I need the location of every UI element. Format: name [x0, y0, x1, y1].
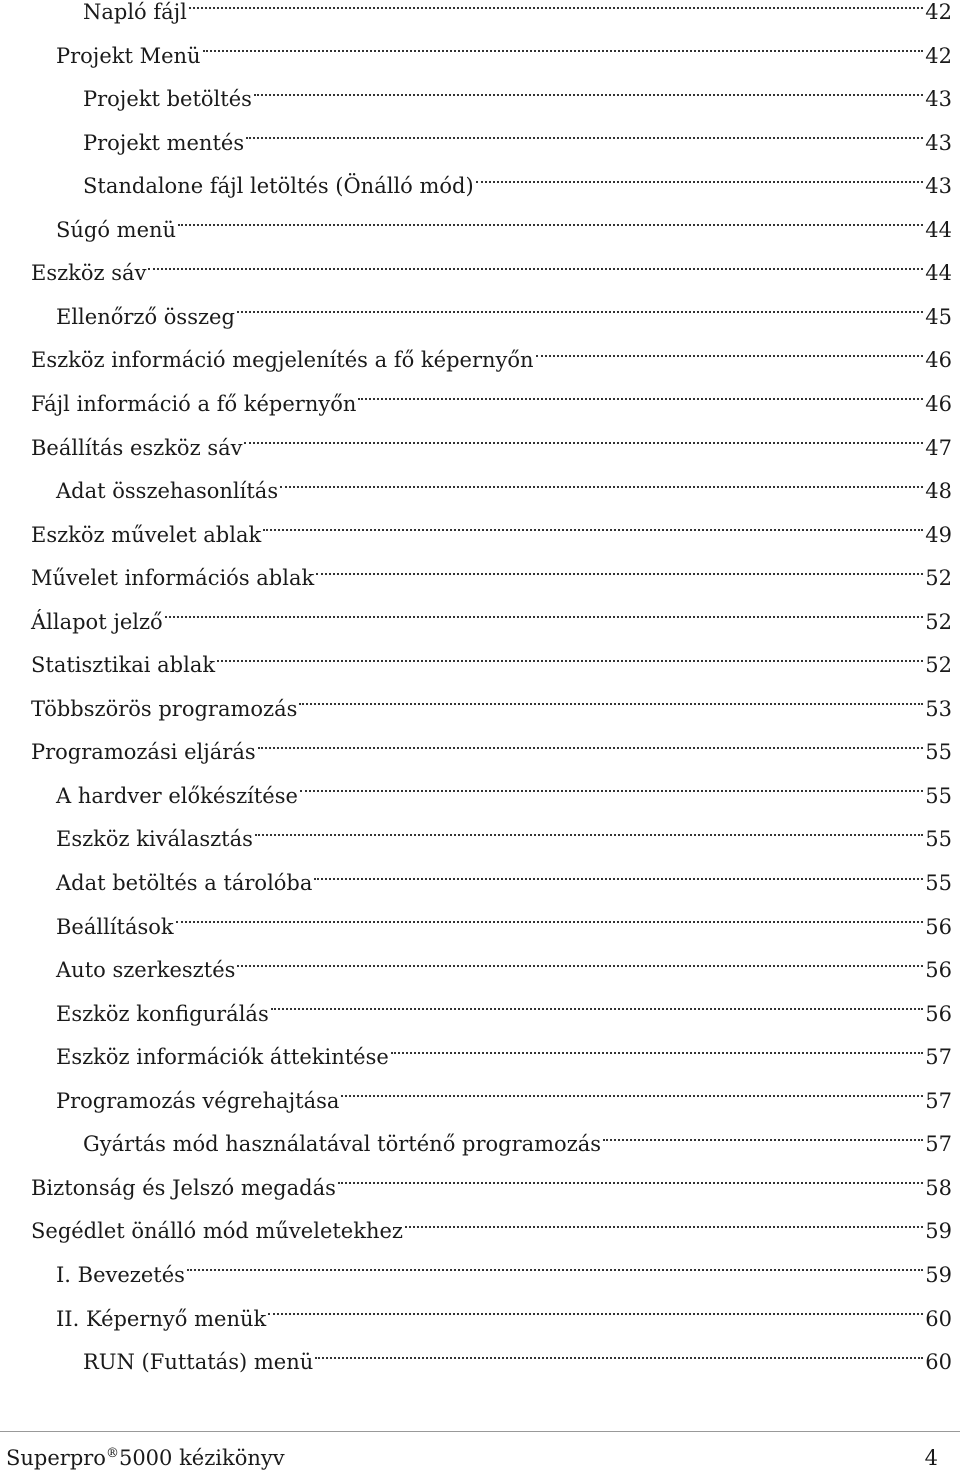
- toc-entry[interactable]: [83, 121, 952, 165]
- toc-entry-title: Beállítás eszköz sáv: [31, 435, 243, 460]
- toc-entry-title: Segédlet önálló mód műveletekhez: [31, 1219, 403, 1244]
- toc-dot-leader: [176, 920, 924, 923]
- footer-page-number: 4: [924, 1446, 938, 1470]
- toc-entry-title: Eszköz információ megjelenítés a fő képernyőn: [31, 348, 534, 373]
- toc-entry-page-number: 57: [925, 1132, 952, 1157]
- toc-entry-page-number: 49: [925, 522, 952, 547]
- toc-dot-leader: [315, 1356, 923, 1359]
- toc-entry-page-number: 59: [925, 1262, 952, 1287]
- toc-dot-leader: [254, 93, 923, 96]
- toc-dot-leader: [165, 615, 924, 618]
- toc-entry-page-number: 46: [925, 391, 952, 416]
- toc-entry[interactable]: [31, 513, 952, 557]
- toc-entry-title: Eszköz információk áttekintése: [56, 1045, 389, 1070]
- toc-entry-page-number: 56: [925, 914, 952, 939]
- toc-entry[interactable]: [31, 730, 952, 774]
- toc-dot-leader: [189, 6, 923, 9]
- toc-entry-page-number: 44: [925, 261, 952, 286]
- toc-dot-leader: [258, 746, 924, 749]
- toc-entry[interactable]: [56, 817, 952, 861]
- toc-entry[interactable]: [83, 1122, 952, 1166]
- toc-entry-page-number: 52: [925, 653, 952, 678]
- toc-entry-title: RUN (Futtatás) menü: [83, 1350, 314, 1375]
- toc-entry-title: Standalone fájl letöltés (Önálló mód): [83, 174, 474, 199]
- toc-entry-title: Beállítások: [56, 914, 174, 939]
- toc-entry[interactable]: [31, 426, 952, 470]
- toc-entry-title: Projekt mentés: [83, 130, 245, 155]
- toc-entry-title: Biztonság és Jelszó megadás: [31, 1175, 336, 1200]
- toc-entry[interactable]: [83, 0, 952, 34]
- toc-dot-leader: [255, 833, 923, 836]
- toc-entry-title: Statisztikai ablak: [31, 653, 216, 678]
- toc-dot-leader: [187, 1268, 923, 1271]
- toc-dot-leader: [280, 485, 923, 488]
- toc-entry-title: Ellenőrző összeg: [56, 304, 235, 329]
- toc-dot-leader: [405, 1225, 923, 1228]
- toc-entry-page-number: 53: [925, 696, 952, 721]
- toc-entry-page-number: 48: [925, 479, 952, 504]
- toc-entry[interactable]: [56, 208, 952, 252]
- toc-entry[interactable]: [56, 1253, 952, 1297]
- toc-entry-page-number: 43: [925, 130, 952, 155]
- toc-entry-page-number: 55: [925, 740, 952, 765]
- toc-dot-leader: [476, 180, 924, 183]
- toc-entry-title: Napló fájl: [83, 0, 187, 24]
- toc-dot-leader: [299, 702, 923, 705]
- toc-entry[interactable]: [83, 164, 952, 208]
- toc-entry-page-number: 42: [925, 43, 952, 68]
- toc-dot-leader: [271, 1007, 924, 1010]
- toc-dot-leader: [536, 354, 924, 357]
- toc-entry[interactable]: [31, 251, 952, 295]
- toc-entry[interactable]: [31, 338, 952, 382]
- toc-entry-page-number: 58: [925, 1175, 952, 1200]
- toc-entry-title: Eszköz konfigurálás: [56, 1001, 269, 1026]
- toc-entry-title: Auto szerkesztés: [56, 958, 236, 983]
- toc-entry-title: Többszörös programozás: [31, 696, 298, 721]
- toc-entry-page-number: 55: [925, 827, 952, 852]
- toc-dot-leader: [603, 1138, 923, 1141]
- footer-model-doc: 5000 kézikönyv: [118, 1446, 285, 1470]
- toc-dot-leader: [358, 397, 923, 400]
- toc-entry[interactable]: [31, 600, 952, 644]
- toc-entry[interactable]: [56, 948, 952, 992]
- toc-entry-page-number: 57: [925, 1088, 952, 1113]
- toc-entry-page-number: 52: [925, 609, 952, 634]
- toc-entry-page-number: 47: [925, 435, 952, 460]
- toc-dot-leader: [246, 136, 923, 139]
- toc-dot-leader: [338, 1181, 923, 1184]
- toc-dot-leader: [391, 1051, 923, 1054]
- toc-entry-title: II. Képernyő menük: [56, 1306, 267, 1331]
- toc-dot-leader: [237, 310, 923, 313]
- toc-entry[interactable]: [31, 1166, 952, 1210]
- toc-entry[interactable]: [56, 1035, 952, 1079]
- toc-entry[interactable]: [83, 1340, 952, 1384]
- page-footer: [6, 1440, 938, 1476]
- toc-entry-title: Programozási eljárás: [31, 740, 256, 765]
- toc-entry-title: Eszköz sáv: [31, 261, 147, 286]
- toc-entry-page-number: 56: [925, 1001, 952, 1026]
- toc-dot-leader: [237, 964, 923, 967]
- toc-entry[interactable]: [31, 556, 952, 600]
- toc-entry-page-number: 46: [925, 348, 952, 373]
- toc-entry[interactable]: [56, 861, 952, 905]
- toc-entry[interactable]: [83, 77, 952, 121]
- toc-entry[interactable]: [56, 905, 952, 949]
- toc-entry-page-number: 43: [925, 174, 952, 199]
- toc-entry-title: I. Bevezetés: [56, 1262, 185, 1287]
- toc-entry-title: Állapot jelző: [31, 609, 163, 634]
- toc-entry-page-number: 42: [925, 0, 952, 24]
- toc-entry-page-number: 44: [925, 217, 952, 242]
- toc-entry[interactable]: [56, 992, 952, 1036]
- toc-entry-title: Adat betöltés a tárolóba: [56, 871, 313, 895]
- toc-entry-title: Projekt betöltés: [83, 87, 252, 112]
- toc-entry-page-number: 60: [925, 1306, 952, 1331]
- toc-entry[interactable]: [56, 34, 952, 78]
- toc-entry-title: Eszköz kiválasztás: [56, 827, 253, 852]
- toc-entry-page-number: 57: [925, 1045, 952, 1070]
- toc-entry-page-number: 55: [925, 783, 952, 808]
- toc-entry-title: Súgó menü: [56, 217, 177, 242]
- toc-entry-page-number: 45: [925, 304, 952, 329]
- toc-entry-page-number: 52: [925, 566, 952, 591]
- toc-dot-leader: [263, 528, 923, 531]
- toc-entry[interactable]: [31, 1209, 952, 1253]
- toc-entry-title: Fájl információ a fő képernyőn: [31, 391, 357, 416]
- toc-entry[interactable]: [56, 774, 952, 818]
- footer-divider: [0, 1431, 960, 1432]
- toc-entry-title: Gyártás mód használatával történő programozás: [83, 1132, 602, 1157]
- toc-entry[interactable]: [31, 687, 952, 731]
- toc-dot-leader: [268, 1312, 923, 1315]
- toc-entry-page-number: 43: [925, 87, 952, 112]
- toc-dot-leader: [244, 441, 923, 444]
- toc-dot-leader: [314, 877, 923, 880]
- footer-product: Superpro: [6, 1446, 106, 1470]
- registered-mark: ®: [105, 1446, 119, 1461]
- toc-entry[interactable]: [31, 643, 952, 687]
- toc-entry[interactable]: [56, 295, 952, 339]
- toc-dot-leader: [316, 572, 923, 575]
- footer-document-title: [6, 1446, 285, 1470]
- toc-entry-page-number: 55: [925, 871, 952, 895]
- toc-dot-leader: [178, 223, 923, 226]
- toc-entry[interactable]: [56, 469, 952, 513]
- toc-entry-title: Projekt Menü: [56, 43, 201, 68]
- toc-dot-leader: [203, 49, 924, 52]
- toc-dot-leader: [300, 789, 923, 792]
- toc-dot-leader: [217, 659, 923, 662]
- toc-entry-title: Eszköz művelet ablak: [31, 522, 262, 547]
- toc-entry[interactable]: [56, 1079, 952, 1123]
- toc-entry-page-number: 59: [925, 1219, 952, 1244]
- toc-dot-leader: [341, 1094, 923, 1097]
- toc-entry-title: Adat összehasonlítás: [56, 479, 279, 504]
- toc-entry[interactable]: [56, 1297, 952, 1341]
- toc-entry-page-number: 56: [925, 958, 952, 983]
- toc-entry-title: Művelet információs ablak: [31, 566, 315, 591]
- toc-entry-title: A hardver előkészítése: [56, 783, 298, 808]
- toc-entry-page-number: 60: [925, 1350, 952, 1375]
- toc-dot-leader: [148, 267, 923, 270]
- toc-entry[interactable]: [31, 382, 952, 426]
- toc-entry-title: Programozás végrehajtása: [56, 1088, 340, 1113]
